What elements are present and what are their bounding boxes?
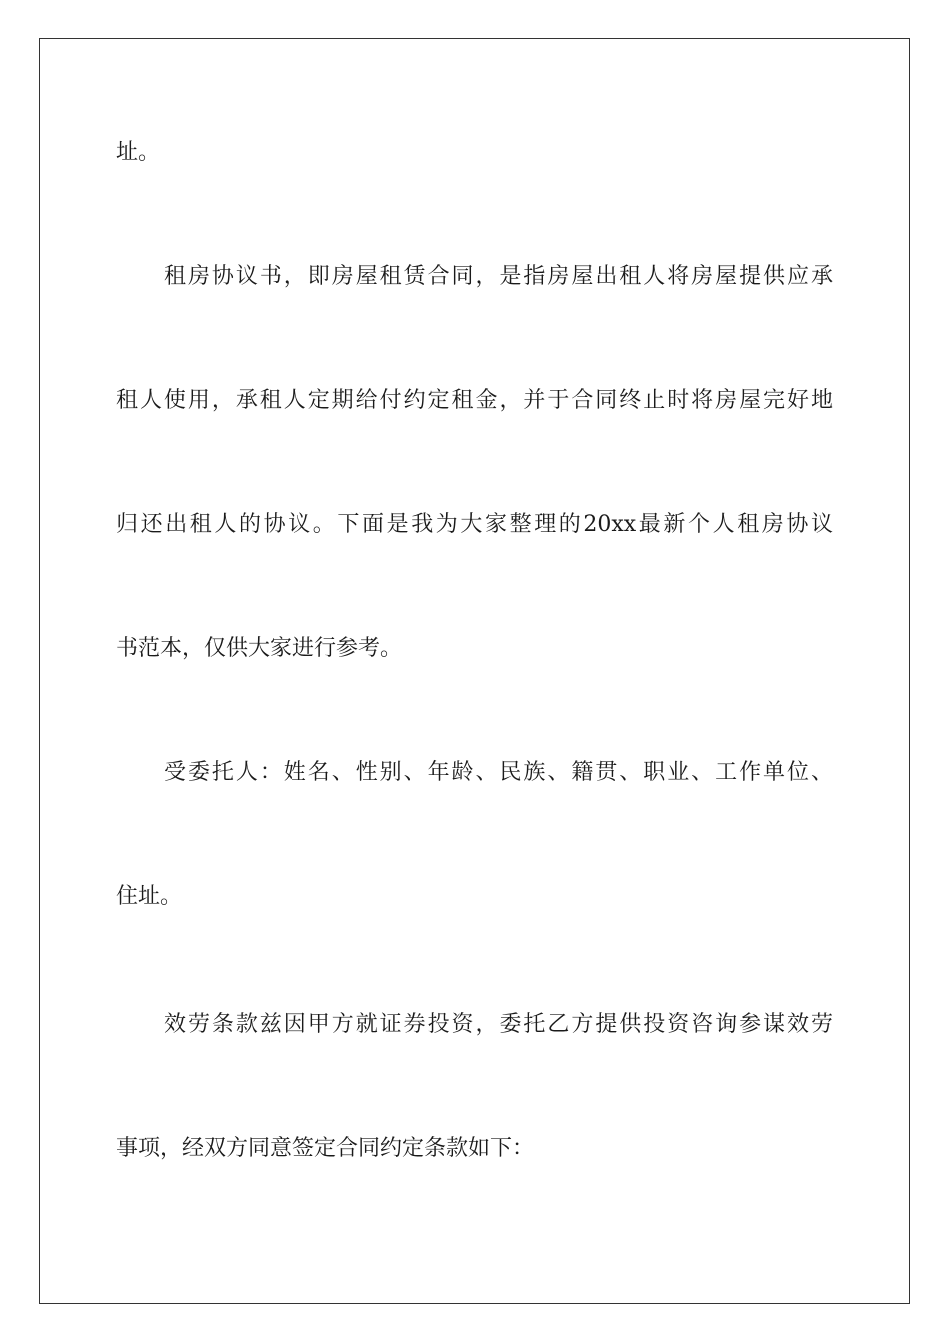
paragraph-3-line-1: 效劳条款兹因甲方就证券投资，委托乙方提供投资咨询参谋效劳 (164, 1012, 833, 1037)
page-frame (39, 38, 910, 1304)
text-line-1: 址。 (116, 140, 161, 165)
paragraph-1-line-3: 归还出租人的协议。下面是我为大家整理的20xx最新个人租房协议 (116, 512, 833, 537)
paragraph-1-line-4: 书范本，仅供大家进行参考。 (116, 636, 403, 661)
paragraph-3-line-2: 事项，经双方同意签定合同约定条款如下： (116, 1136, 535, 1161)
paragraph-1-line-1: 租房协议书，即房屋租赁合同，是指房屋出租人将房屋提供应承 (164, 264, 833, 289)
paragraph-2-line-1: 受委托人：姓名、性别、年龄、民族、籍贯、职业、工作单位、 (164, 760, 833, 785)
paragraph-2-line-2: 住址。 (116, 884, 183, 909)
paragraph-1-line-2: 租人使用，承租人定期给付约定租金，并于合同终止时将房屋完好地 (116, 388, 833, 413)
